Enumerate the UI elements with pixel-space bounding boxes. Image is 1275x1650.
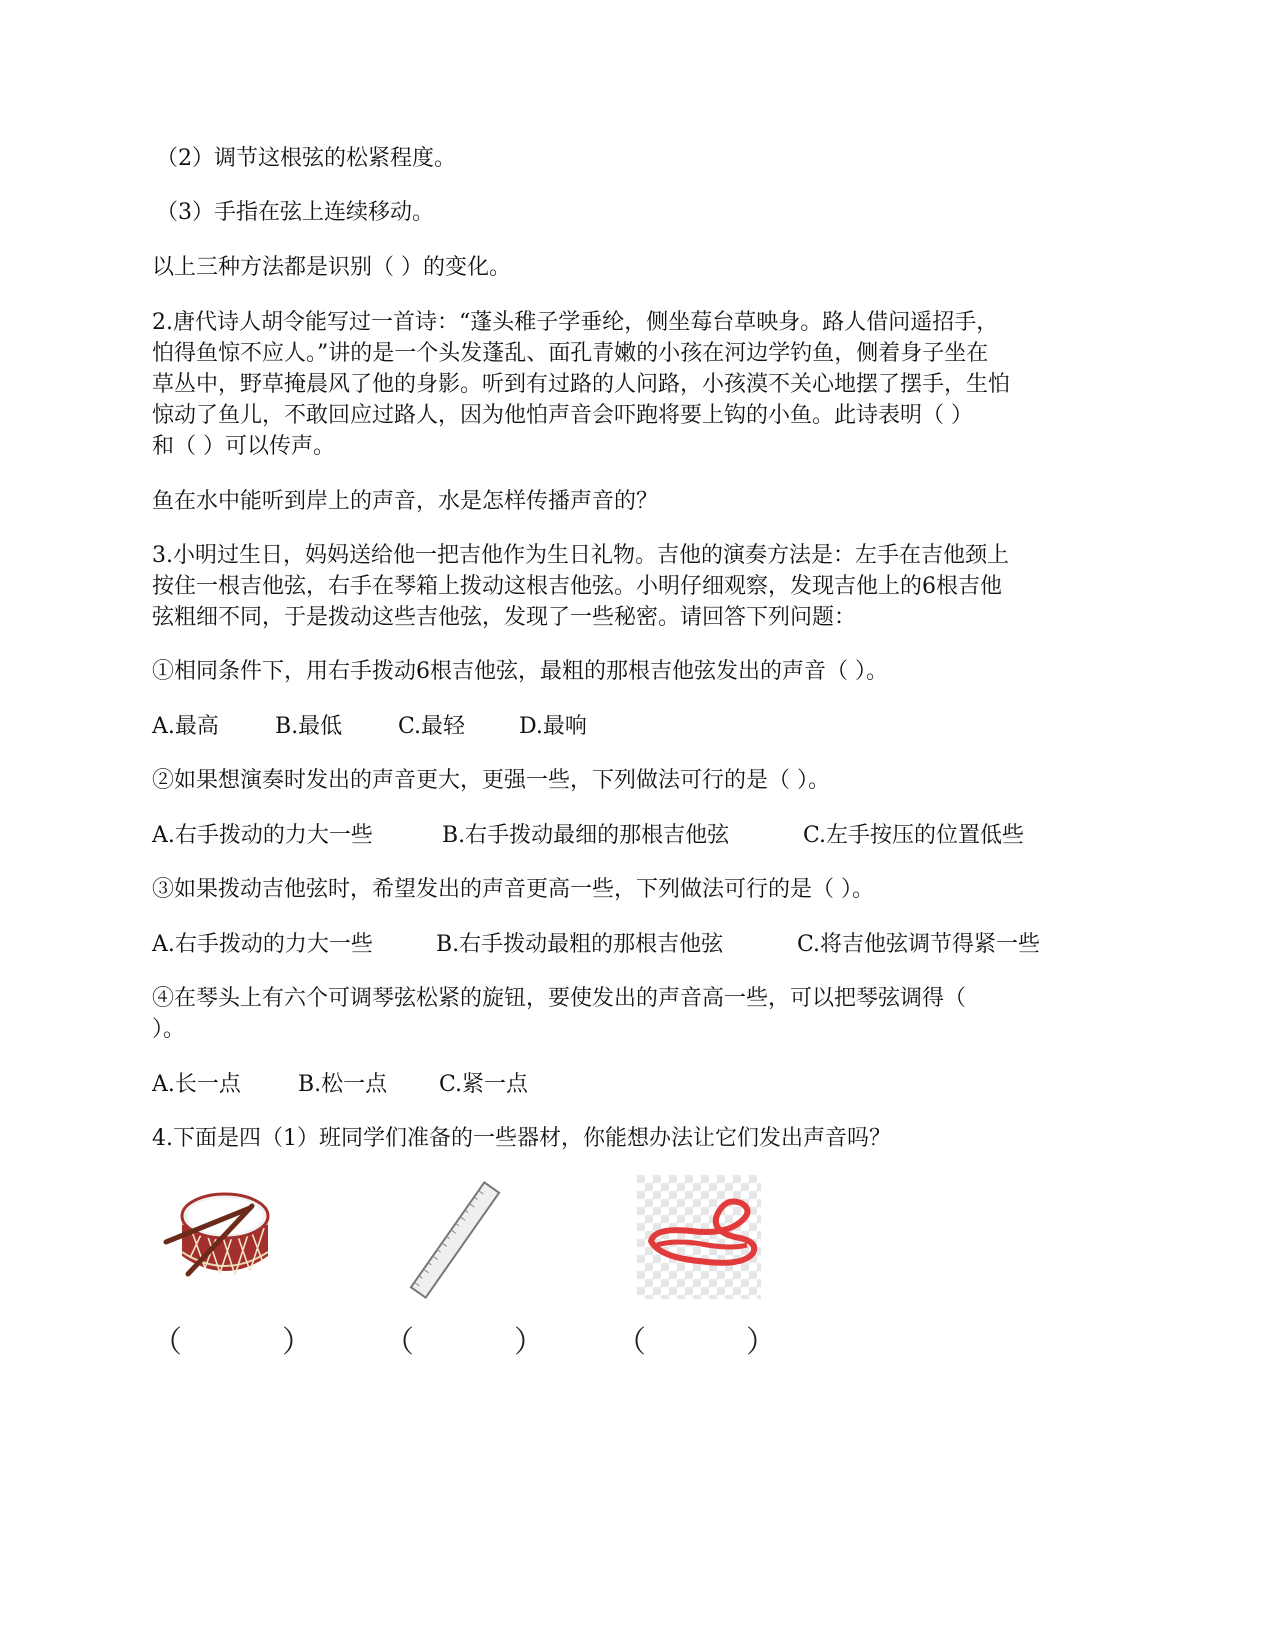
q2-line-1: 2.唐代诗人胡令能写过一首诗：“蓬头稚子学垂纶，侧坐莓台草映身。路人借问遥招手， bbox=[152, 310, 999, 335]
line-finger-move: （3）手指在弦上连续移动。 bbox=[156, 200, 434, 225]
q3-sub2: ②如果想演奏时发出的声音更大，更强一些，下列做法可行的是（ ）。 bbox=[152, 768, 830, 793]
q3-sub3: ③如果拨动吉他弦时，希望发出的声音更高一些，下列做法可行的是（ ）。 bbox=[152, 877, 874, 902]
answer-paren-close: ） bbox=[282, 1325, 312, 1360]
option-b: B.松一点 bbox=[298, 1072, 388, 1097]
q2-line-5: 和（ ）可以传声。 bbox=[152, 434, 335, 459]
option-a: A.右手拨动的力大一些 bbox=[152, 932, 373, 957]
q2-line-4: 惊动了鱼儿，不敢回应过路人，因为他怕声音会吓跑将要上钩的小鱼。此诗表明（ ） bbox=[152, 403, 973, 428]
answer-paren-close: ） bbox=[746, 1325, 776, 1360]
drum-icon bbox=[160, 1178, 290, 1298]
q2-line-2: 怕得鱼惊不应人。”讲的是一个头发蓬乱、面孔青嫩的小孩在河边学钓鱼，侧着身子坐在 bbox=[152, 341, 989, 366]
option-a: A.长一点 bbox=[152, 1072, 241, 1097]
q2-followup: 鱼在水中能听到岸上的声音，水是怎样传播声音的？ bbox=[152, 489, 659, 514]
answer-paren-open: （ bbox=[152, 1325, 182, 1360]
q2-line-3: 草丛中，野草掩晨风了他的身影。听到有过路的人问路，小孩漠不关心地摆了摆手，生怕 bbox=[152, 372, 1011, 397]
q3-sub4-line-1: ④在琴头上有六个可调琴弦松紧的旋钮，要使发出的声音高一些，可以把琴弦调得（ bbox=[152, 986, 967, 1011]
option-a: A.最高 bbox=[152, 714, 219, 739]
option-c: C.紧一点 bbox=[439, 1072, 529, 1097]
q3-sub4-line-2: ）。 bbox=[152, 1017, 186, 1042]
option-a: A.右手拨动的力大一些 bbox=[152, 823, 373, 848]
answer-paren-close: ） bbox=[514, 1325, 544, 1360]
option-c: C.最轻 bbox=[398, 714, 466, 739]
line-three-methods: 以上三种方法都是识别（ ）的变化。 bbox=[152, 255, 511, 280]
ruler-icon bbox=[405, 1180, 505, 1300]
option-b: B.右手拨动最粗的那根吉他弦 bbox=[436, 932, 724, 957]
option-d: D.最响 bbox=[519, 714, 587, 739]
rubber-band-icon bbox=[637, 1175, 761, 1299]
option-b: B.最低 bbox=[275, 714, 343, 739]
q3-line-3: 弦粗细不同，于是拨动这些吉他弦，发现了一些秘密。请回答下列问题： bbox=[152, 605, 857, 630]
answer-paren-open: （ bbox=[384, 1325, 414, 1360]
q3-line-2: 按住一根吉他弦，右手在琴箱上拨动这根吉他弦。小明仔细观察，发现吉他上的6根吉他 bbox=[152, 574, 1002, 599]
answer-paren-open: （ bbox=[616, 1325, 646, 1360]
q3-sub1: ①相同条件下，用右手拨动6根吉他弦，最粗的那根吉他弦发出的声音（ ）。 bbox=[152, 659, 888, 684]
q3-line-1: 3.小明过生日，妈妈送给他一把吉他作为生日礼物。吉他的演奏方法是：左手在吉他颈上 bbox=[152, 543, 1009, 568]
option-b: B.右手拨动最细的那根吉他弦 bbox=[442, 823, 730, 848]
line-adjust-tension: （2）调节这根弦的松紧程度。 bbox=[156, 146, 456, 171]
option-c: C.将吉他弦调节得紧一些 bbox=[797, 932, 1041, 957]
option-c: C.左手按压的位置低些 bbox=[803, 823, 1025, 848]
q4-line: 4.下面是四（1）班同学们准备的一些器材，你能想办法让它们发出声音吗？ bbox=[152, 1126, 891, 1151]
